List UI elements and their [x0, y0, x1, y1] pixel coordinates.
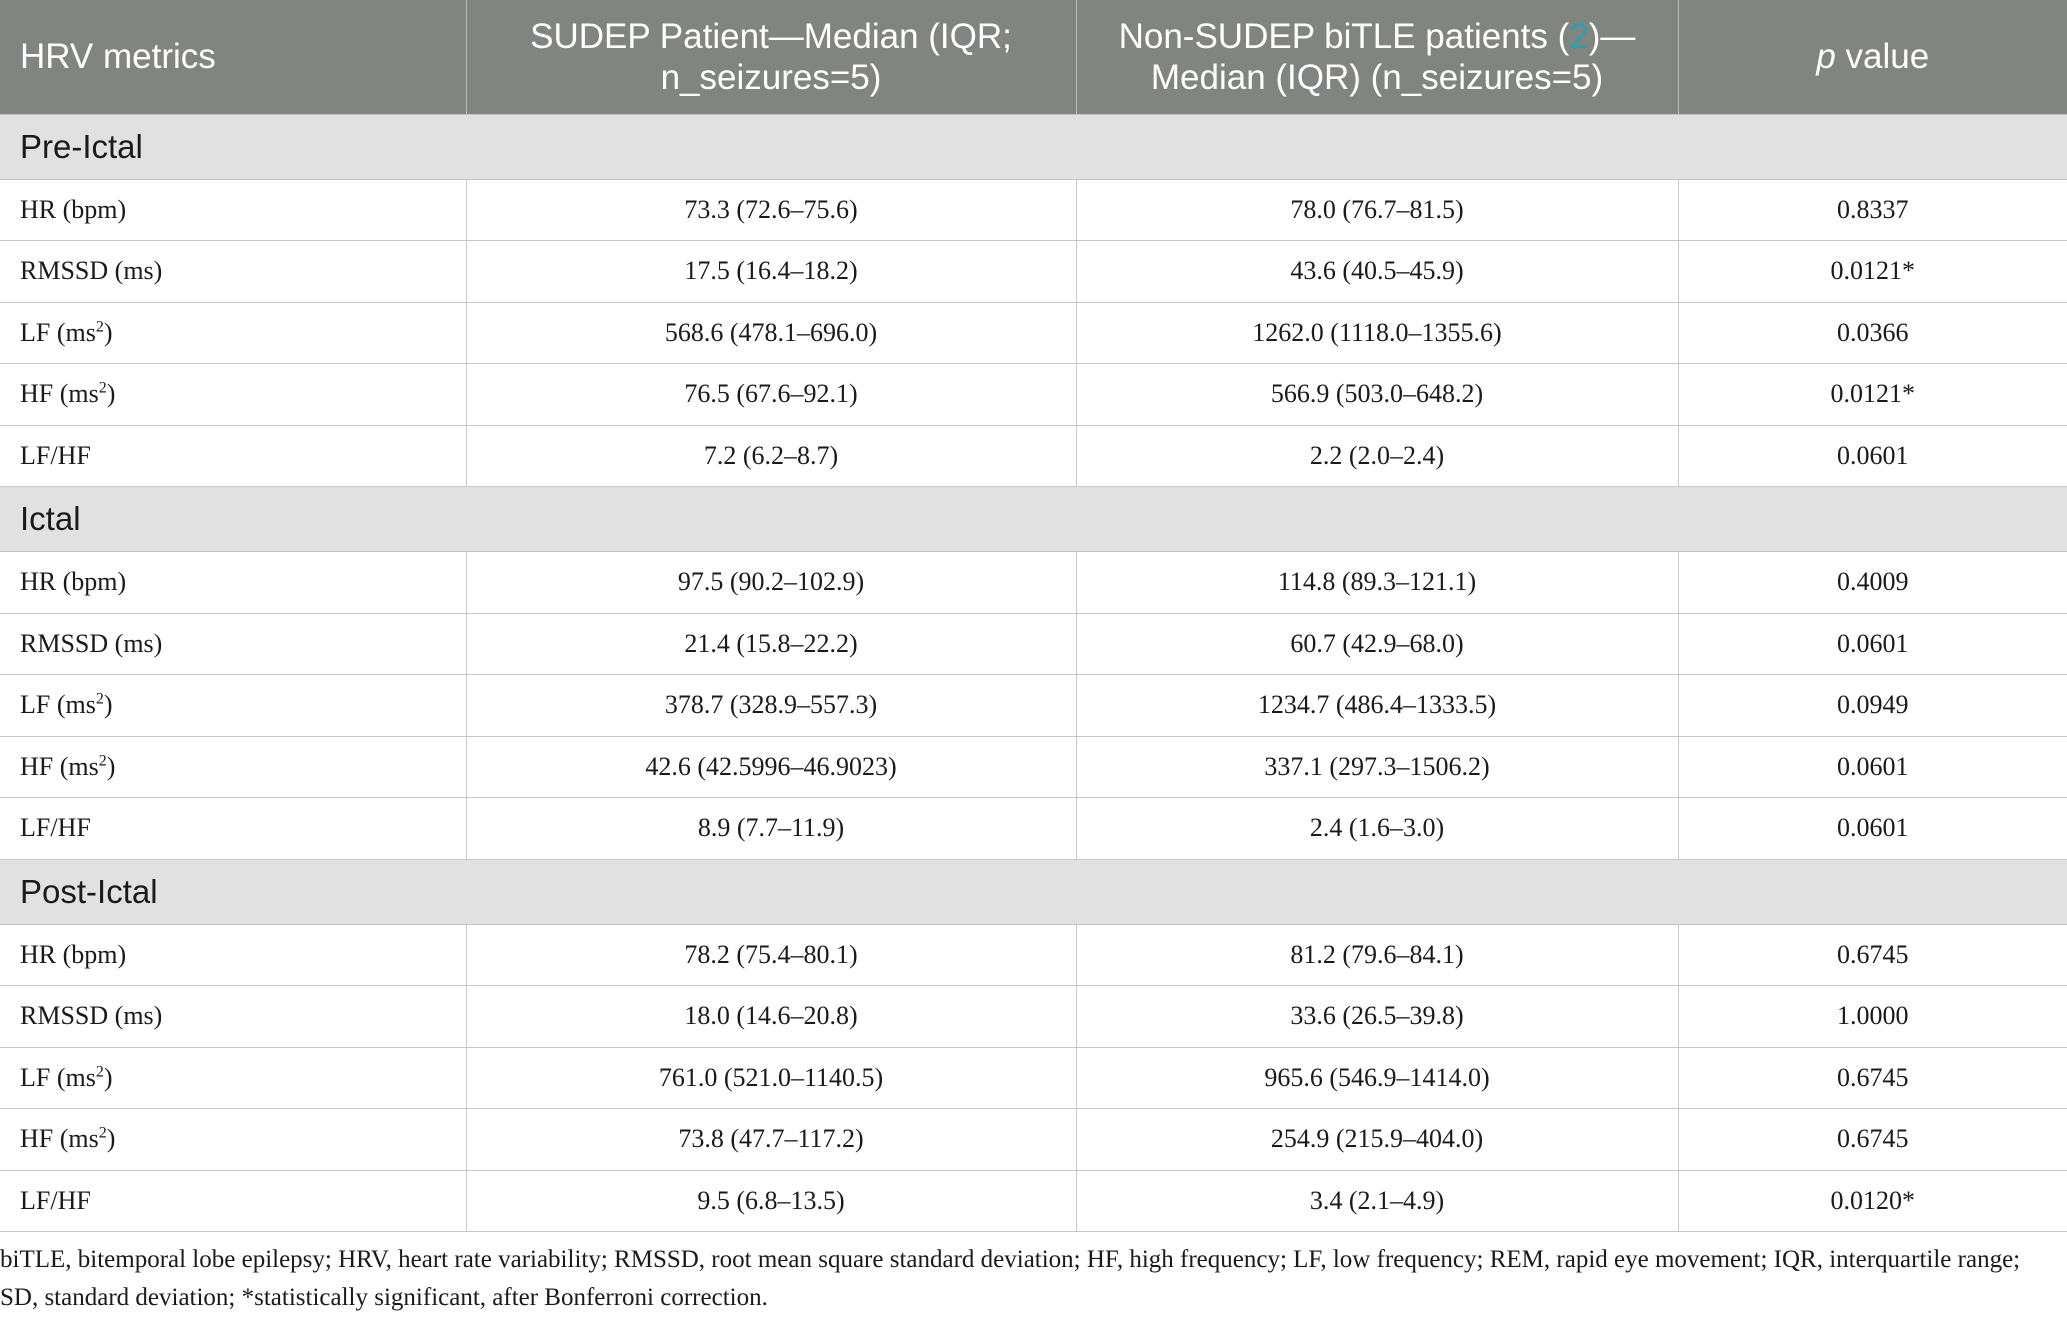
metric-cell: [0, 179, 466, 241]
metric-label: HR (bpm): [20, 194, 127, 224]
section-label: Post-Ictal: [0, 859, 2067, 924]
table-body: [0, 114, 2067, 1232]
metric-superscript: 2: [98, 1124, 107, 1142]
table-footnote: biTLE, bitemporal lobe epilepsy; HRV, heart rate variability; RMSSD, root mean square standard deviation; HF, high frequency; LF, low frequency; REM, rapid eye movement; IQR, interquartile range; SD, standard deviation; *statistically significant, after Bonferroni correction.: [0, 1246, 2021, 1311]
sudep-value-cell: 378.7 (328.9–557.3): [466, 675, 1076, 737]
metric-label: HF (ms: [20, 751, 99, 781]
section-label: Pre-Ictal: [0, 114, 2067, 179]
sudep-value-cell: 73.3 (72.6–75.6): [466, 179, 1076, 241]
header-p-rest: value: [1835, 37, 1930, 77]
p-value-cell: 0.0601: [1678, 613, 2067, 675]
header-hrv-metrics: HRV metrics: [0, 0, 466, 114]
metric-cell: HF $(ms^2)$: [0, 1109, 466, 1171]
table-row: [0, 736, 2067, 798]
header-p-letter: p: [1816, 37, 1836, 77]
p-value-cell: 0.8337: [1678, 179, 2067, 241]
metric-label: LF (ms: [20, 690, 96, 720]
non-sudep-value-cell: 965.6 (546.9–1414.0): [1076, 1047, 1678, 1109]
non-sudep-value-cell: 78.0 (76.7–81.5): [1076, 179, 1678, 241]
section-row: [0, 114, 2067, 179]
table-row: [0, 302, 2067, 364]
section-row: [0, 859, 2067, 924]
reference-link[interactable]: 2: [1569, 16, 1589, 56]
sudep-value-cell: 761.0 (521.0–1140.5): [466, 1047, 1076, 1109]
metric-cell: [0, 241, 466, 303]
metric-superscript: 2: [95, 318, 104, 336]
sudep-value-cell: 7.2 (6.2–8.7): [466, 425, 1076, 487]
sudep-value-cell: 97.5 (90.2–102.9): [466, 552, 1076, 614]
p-value-cell: 1.0000: [1678, 986, 2067, 1048]
p-value-cell: 0.6745: [1678, 1047, 2067, 1109]
table-row: [0, 986, 2067, 1048]
table-row: [0, 552, 2067, 614]
header-p-value: [1678, 0, 2067, 114]
sudep-value-cell: 76.5 (67.6–92.1): [466, 364, 1076, 426]
p-value-cell: 0.0121*: [1678, 241, 2067, 303]
metric-label: LF/HF: [20, 813, 91, 843]
table-header: [0, 0, 2067, 114]
sudep-value-cell: 9.5 (6.8–13.5): [466, 1170, 1076, 1232]
metric-cell: [0, 552, 466, 614]
section-row: [0, 487, 2067, 552]
metric-label: LF/HF: [20, 440, 91, 470]
metric-label: HF (ms: [20, 379, 99, 409]
metric-cell: HF $(ms^2)$: [0, 364, 466, 426]
header-non-sudep-patients: [1076, 0, 1678, 114]
p-value-cell: 0.0949: [1678, 675, 2067, 737]
table-row: [0, 613, 2067, 675]
metric-label: HF (ms: [20, 1124, 99, 1154]
p-value-cell: 0.0120*: [1678, 1170, 2067, 1232]
metric-cell: LF $(ms^2)$: [0, 675, 466, 737]
non-sudep-value-cell: 254.9 (215.9–404.0): [1076, 1109, 1678, 1171]
table-row: [0, 425, 2067, 487]
header-non-sudep-text-end: )—Median (IQR) (n_seizures=5): [1150, 16, 1636, 97]
sudep-value-cell: 8.9 (7.7–11.9): [466, 798, 1076, 860]
table-row: [0, 179, 2067, 241]
metric-label: HR (bpm): [20, 939, 127, 969]
metric-superscript: 2: [98, 752, 107, 770]
non-sudep-value-cell: 2.4 (1.6–3.0): [1076, 798, 1678, 860]
p-value-cell: 0.0601: [1678, 425, 2067, 487]
header-non-sudep-text-start: Non-SUDEP biTLE patients (: [1118, 16, 1570, 56]
metric-label: LF (ms: [20, 317, 96, 347]
metric-label: LF/HF: [20, 1185, 91, 1215]
sudep-value-cell: 78.2 (75.4–80.1): [466, 924, 1076, 986]
metric-label: LF (ms: [20, 1062, 96, 1092]
p-value-cell: 0.6745: [1678, 924, 2067, 986]
p-value-cell: 0.0601: [1678, 798, 2067, 860]
non-sudep-value-cell: 3.4 (2.1–4.9): [1076, 1170, 1678, 1232]
metric-label: RMSSD (ms): [20, 1001, 163, 1031]
header-row: [0, 0, 2067, 114]
table-row: [0, 1109, 2067, 1171]
metric-cell: [0, 425, 466, 487]
non-sudep-value-cell: 114.8 (89.3–121.1): [1076, 552, 1678, 614]
p-value-cell: 0.0121*: [1678, 364, 2067, 426]
metric-cell: [0, 1170, 466, 1232]
sudep-value-cell: 73.8 (47.7–117.2): [466, 1109, 1076, 1171]
p-value-cell: 0.0601: [1678, 736, 2067, 798]
section-label: Ictal: [0, 487, 2067, 552]
sudep-value-cell: 42.6 (42.5996–46.9023): [466, 736, 1076, 798]
non-sudep-value-cell: 566.9 (503.0–648.2): [1076, 364, 1678, 426]
sudep-value-cell: 18.0 (14.6–20.8): [466, 986, 1076, 1048]
metric-superscript: 2: [95, 690, 104, 708]
metric-label: RMSSD (ms): [20, 256, 163, 286]
metric-cell: [0, 798, 466, 860]
sudep-value-cell: 17.5 (16.4–18.2): [466, 241, 1076, 303]
p-value-cell: 0.0366: [1678, 302, 2067, 364]
non-sudep-value-cell: 1262.0 (1118.0–1355.6): [1076, 302, 1678, 364]
table-row: [0, 798, 2067, 860]
metric-cell: [0, 924, 466, 986]
non-sudep-value-cell: 337.1 (297.3–1506.2): [1076, 736, 1678, 798]
metric-cell: LF $(ms^2)$: [0, 1047, 466, 1109]
non-sudep-value-cell: 60.7 (42.9–68.0): [1076, 613, 1678, 675]
metric-label: RMSSD (ms): [20, 628, 163, 658]
non-sudep-value-cell: 43.6 (40.5–45.9): [1076, 241, 1678, 303]
table-row: [0, 675, 2067, 737]
table-row: [0, 364, 2067, 426]
metric-superscript: 2: [95, 1063, 104, 1081]
table-row: [0, 241, 2067, 303]
metric-cell: [0, 613, 466, 675]
non-sudep-value-cell: 33.6 (26.5–39.8): [1076, 986, 1678, 1048]
table-row: [0, 924, 2067, 986]
non-sudep-value-cell: 81.2 (79.6–84.1): [1076, 924, 1678, 986]
non-sudep-value-cell: 1234.7 (486.4–1333.5): [1076, 675, 1678, 737]
non-sudep-value-cell: 2.2 (2.0–2.4): [1076, 425, 1678, 487]
p-value-cell: 0.4009: [1678, 552, 2067, 614]
metric-label: HR (bpm): [20, 567, 127, 597]
metric-superscript: 2: [98, 379, 107, 397]
metric-cell: LF $(ms^2)$: [0, 302, 466, 364]
metric-cell: [0, 986, 466, 1048]
p-value-cell: 0.6745: [1678, 1109, 2067, 1171]
sudep-value-cell: 21.4 (15.8–22.2): [466, 613, 1076, 675]
header-sudep-patient: SUDEP Patient—Median (IQR; n_seizures=5): [466, 0, 1076, 114]
table-row: [0, 1047, 2067, 1109]
metric-cell: HF $(ms^2)$: [0, 736, 466, 798]
table-row: [0, 1170, 2067, 1232]
sudep-value-cell: 568.6 (478.1–696.0): [466, 302, 1076, 364]
